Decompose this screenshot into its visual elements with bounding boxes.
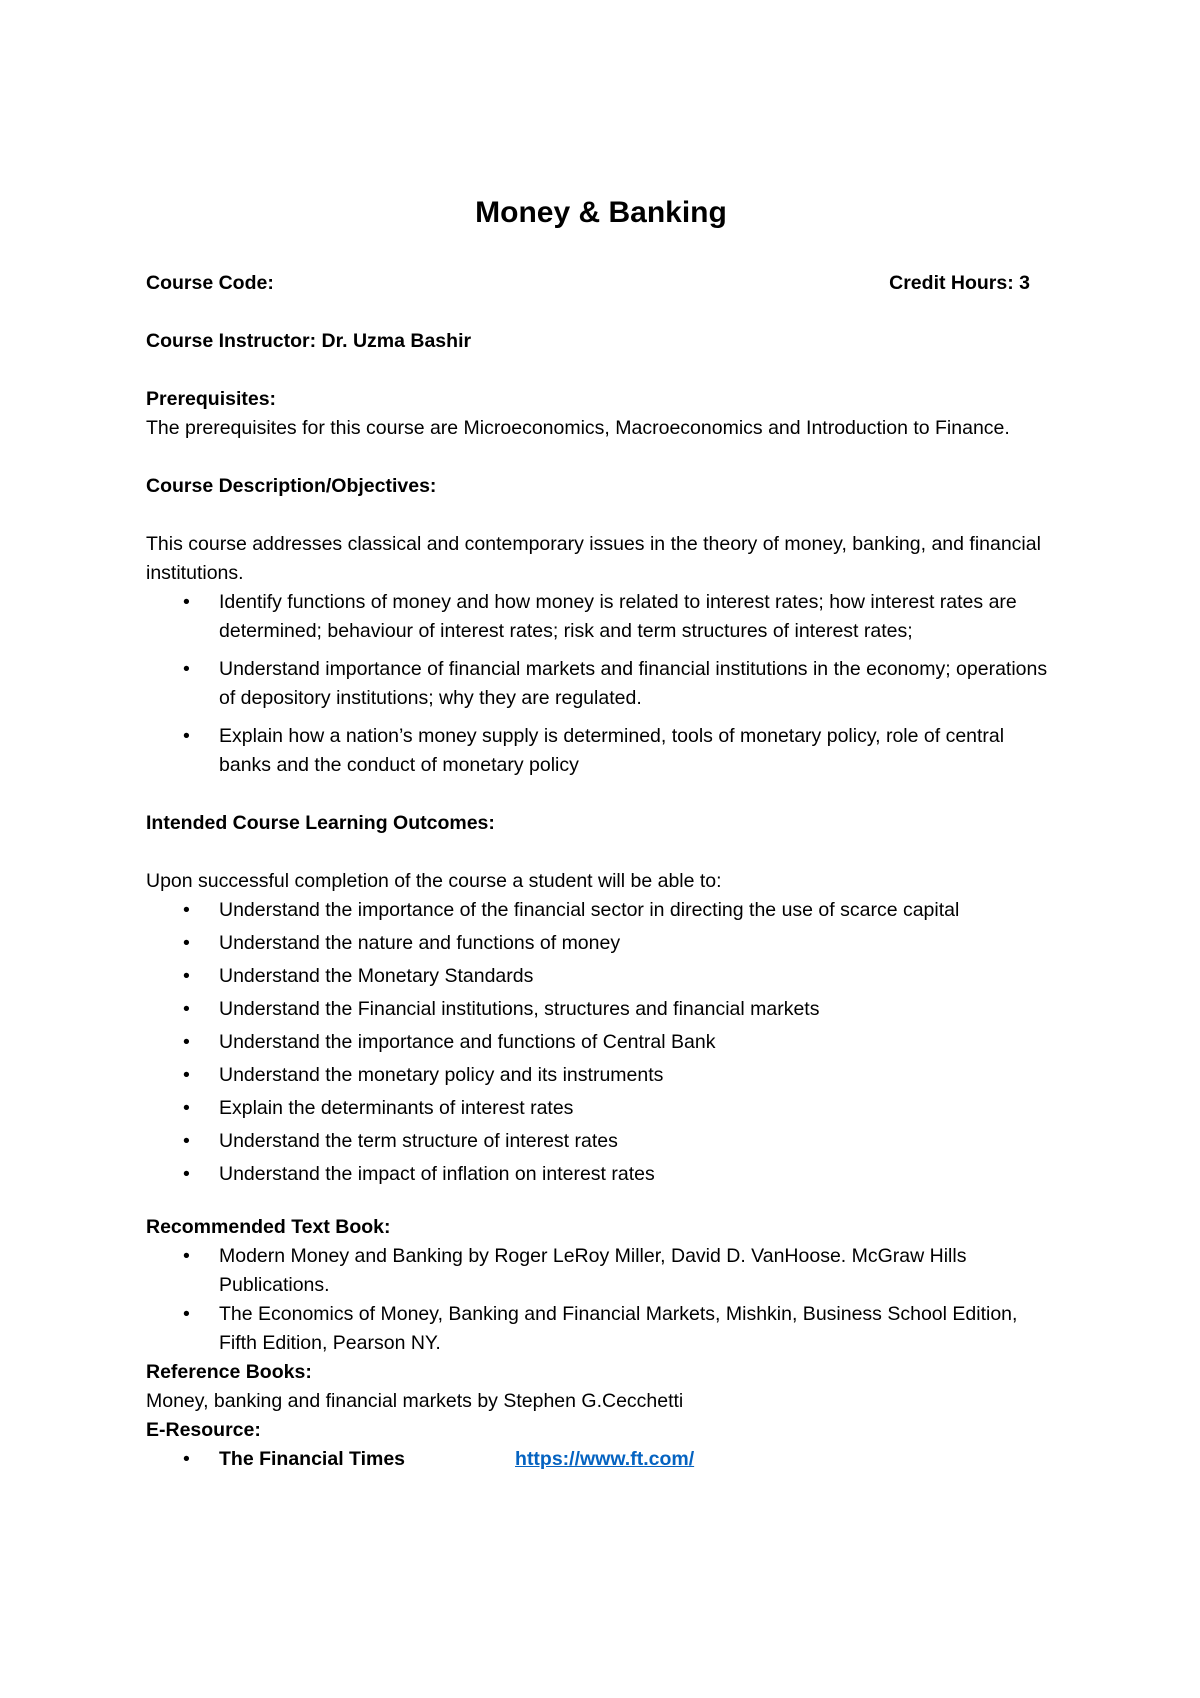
course-info-row (146, 269, 1056, 298)
prerequisites-heading: Prerequisites: (146, 388, 277, 410)
outcomes-intro: Upon successful completion of the course a student will be able to: (146, 870, 722, 892)
reference-text: Money, banking and financial markets by Stephen G.Cecchetti (146, 1390, 684, 1412)
bullet-icon: • (183, 1245, 190, 1267)
list-item: • Identify functions of money and how money is related to interest rates; how interest rates are determined; behaviour of interest rates; risk and term structures of interest rates; (146, 588, 1056, 646)
bullet-icon: • (183, 658, 190, 680)
bullet-icon: • (183, 899, 190, 921)
list-item (146, 1445, 1056, 1474)
prerequisites-text: The prerequisites for this course are Microeconomics, Macroeconomics and Introduction to Finance. (146, 417, 1010, 439)
document-title: Money & Banking (475, 196, 727, 229)
bullet-icon: • (183, 965, 190, 987)
textbook-list (146, 1242, 1056, 1358)
textbook-heading: Recommended Text Book: (146, 1216, 391, 1238)
bullet-icon: • (183, 591, 190, 613)
course-code-label: Course Code: (146, 272, 274, 294)
list-item: • Explain how a nation’s money supply is determined, tools of monetary policy, role of central banks and the conduct of monetary policy (146, 722, 1056, 780)
bullet-icon: • (183, 1064, 190, 1086)
list-item: • Understand the impact of inflation on interest rates (146, 1160, 1056, 1189)
description-heading: Course Description/Objectives: (146, 475, 437, 497)
bullet-icon: • (183, 932, 190, 954)
outcomes-heading: Intended Course Learning Outcomes: (146, 812, 495, 834)
bullet-icon: • (183, 1163, 190, 1185)
bullet-icon: • (183, 998, 190, 1020)
eresource-name: The Financial Times (219, 1448, 406, 1470)
list-item: • Explain the determinants of interest rates (146, 1094, 1056, 1123)
description-intro: This course addresses classical and contemporary issues in the theory of money, banking, and financial institutions. (146, 533, 1041, 584)
bullet-icon: • (183, 1130, 190, 1152)
list-item: • Understand the term structure of interest rates (146, 1127, 1056, 1156)
bullet-icon: • (183, 1448, 190, 1470)
reference-heading: Reference Books: (146, 1361, 312, 1383)
instructor-label: Course Instructor: Dr. Uzma Bashir (146, 330, 472, 352)
list-item: • The Economics of Money, Banking and Financial Markets, Mishkin, Business School Edition, Fifth Edition, Pearson NY. (146, 1300, 1056, 1358)
outcomes-list (146, 896, 1056, 1189)
bullet-icon: • (183, 725, 190, 747)
list-item: • Modern Money and Banking by Roger LeRoy Miller, David D. VanHoose. McGraw Hills Publications. (146, 1242, 1056, 1300)
list-item: • Understand the monetary policy and its instruments (146, 1061, 1056, 1090)
list-item: • Understand the importance and functions of Central Bank (146, 1028, 1056, 1057)
objectives-list (146, 588, 1056, 780)
list-item: • Understand the Financial institutions, structures and financial markets (146, 995, 1056, 1024)
list-item: • Understand the importance of the financial sector in directing the use of scarce capital (146, 896, 1056, 925)
bullet-icon: • (183, 1031, 190, 1053)
list-item: • Understand the Monetary Standards (146, 962, 1056, 991)
list-item: • Understand the nature and functions of money (146, 929, 1056, 958)
eresource-heading: E-Resource: (146, 1419, 261, 1441)
eresource-link[interactable]: https://www.ft.com/ (515, 1448, 695, 1470)
bullet-icon: • (183, 1097, 190, 1119)
document-body (146, 193, 1056, 1474)
credit-hours-label: Credit Hours: 3 (889, 272, 1030, 294)
bullet-icon: • (183, 1303, 190, 1325)
list-item: • Understand importance of financial markets and financial institutions in the economy; operations of depository institutions; why they are regulated. (146, 655, 1056, 713)
eresource-list (146, 1445, 1056, 1474)
